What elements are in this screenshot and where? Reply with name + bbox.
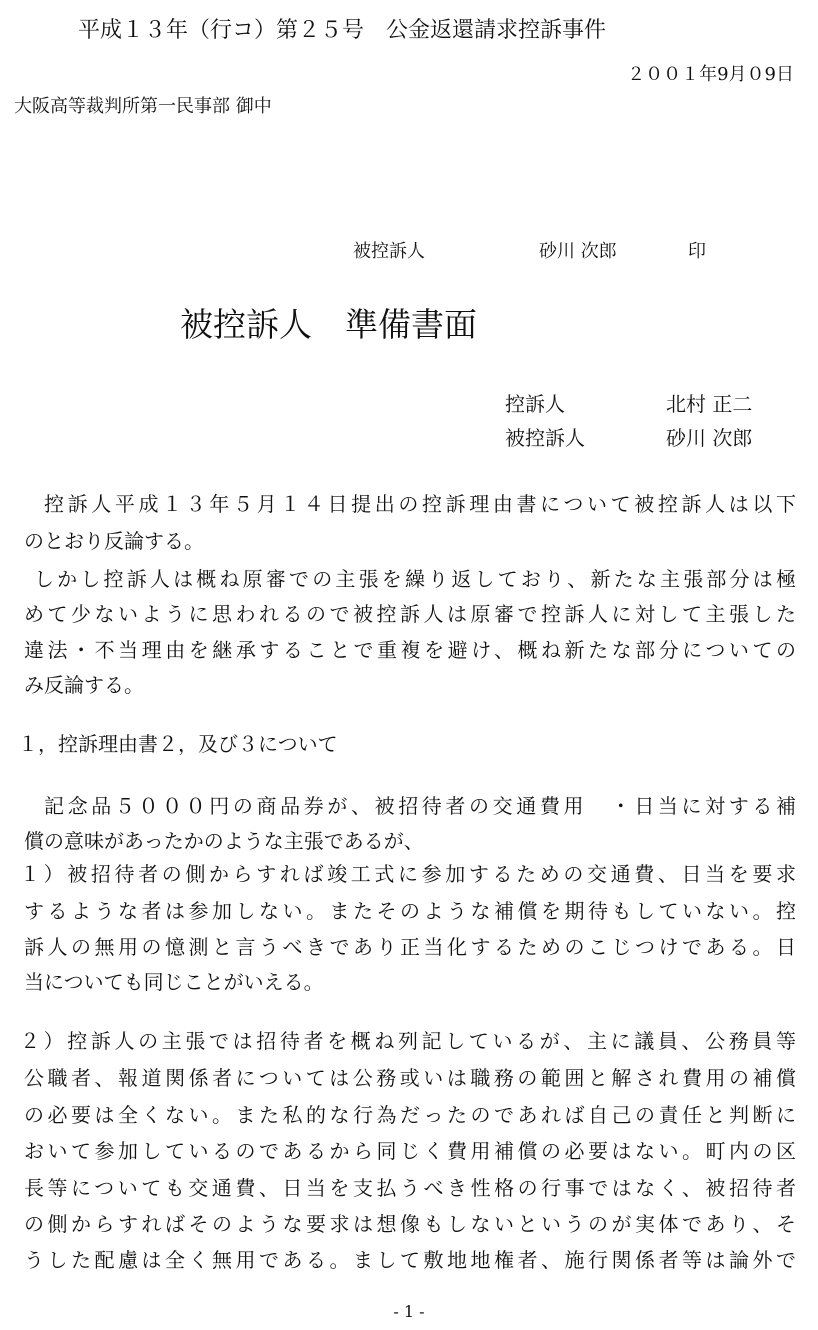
body-line: 記念品５０００円の商品券が、被招待者の交通費用 ・日当に対する補 <box>44 794 796 818</box>
page-number: - 1 - <box>393 1302 425 1321</box>
body-line: の側からすればそのような要求は想像もしないというのが実体であり、そ <box>24 1212 796 1236</box>
party-role-appellee: 被控訴人 <box>505 426 585 450</box>
section-heading: １，控訴理由書２，及び３について <box>18 732 338 756</box>
signature-role: 被控訴人 <box>353 241 425 262</box>
body-line: の必要は全くない。また私的な行為だったのであれば自己の責任と判断に <box>24 1103 796 1127</box>
body-line: のとおり反論する。 <box>24 529 204 553</box>
body-line: 訴人の無用の憶測と言うべきであり正当化するためのこじつけである。日 <box>24 935 796 959</box>
body-line: １）被招待者の側からすれば竣工式に参加するための交通費、日当を要求 <box>20 862 796 886</box>
party-role-appellant: 控訴人 <box>505 392 565 416</box>
body-line: おいて参加しているのであるから同じく費用補償の必要はない。町内の区 <box>24 1139 796 1163</box>
body-line: しかし控訴人は概ね原審での主張を繰り返しており、新たな主張部分は極 <box>34 567 796 591</box>
party-name-appellant: 北村 正二 <box>666 392 753 416</box>
body-line: 当についても同じことがいえる。 <box>24 970 324 994</box>
case-title: 平成１３年（行コ）第２５号 公金返還請求控訴事件 <box>78 18 607 43</box>
body-line: ２）控訴人の主張では招待者を概ね列記しているが、主に議員、公務員等 <box>20 1029 796 1053</box>
body-line: うした配慮は全く無用である。まして敷地地権者、施行関係者等は論外で <box>24 1248 796 1272</box>
body-line: 償の意味があったかのような主張であるが、 <box>24 829 424 853</box>
signature-name: 砂川 次郎 <box>539 241 617 262</box>
seal-mark: 印 <box>688 241 706 262</box>
document-title: 被控訴人 準備書面 <box>180 305 477 344</box>
court-addressee: 大阪高等裁判所第一民事部 御中 <box>14 96 272 117</box>
body-line: めて少ないように思われるので被控訴人は原審で控訴人に対して主張した <box>24 602 796 626</box>
body-line: するような者は参加しない。またそのような補償を期待もしていない。控 <box>24 899 796 923</box>
body-line: 違法・不当理由を継承することで重複を避け、概ね新たな部分についての <box>24 638 796 662</box>
body-line: 控訴人平成１３年５月１４日提出の控訴理由書について被控訴人は以下 <box>44 492 796 516</box>
body-line: 長等についても交通費、日当を支払うべき性格の行事ではなく、被招待者 <box>24 1176 796 1200</box>
body-line: 公職者、報道関係者については公務或いは職務の範囲と解され費用の補償 <box>24 1066 796 1090</box>
document-date: ２００１年9月０9日 <box>627 64 794 85</box>
body-line: み反論する。 <box>24 673 144 697</box>
party-name-appellee: 砂川 次郎 <box>666 426 753 450</box>
